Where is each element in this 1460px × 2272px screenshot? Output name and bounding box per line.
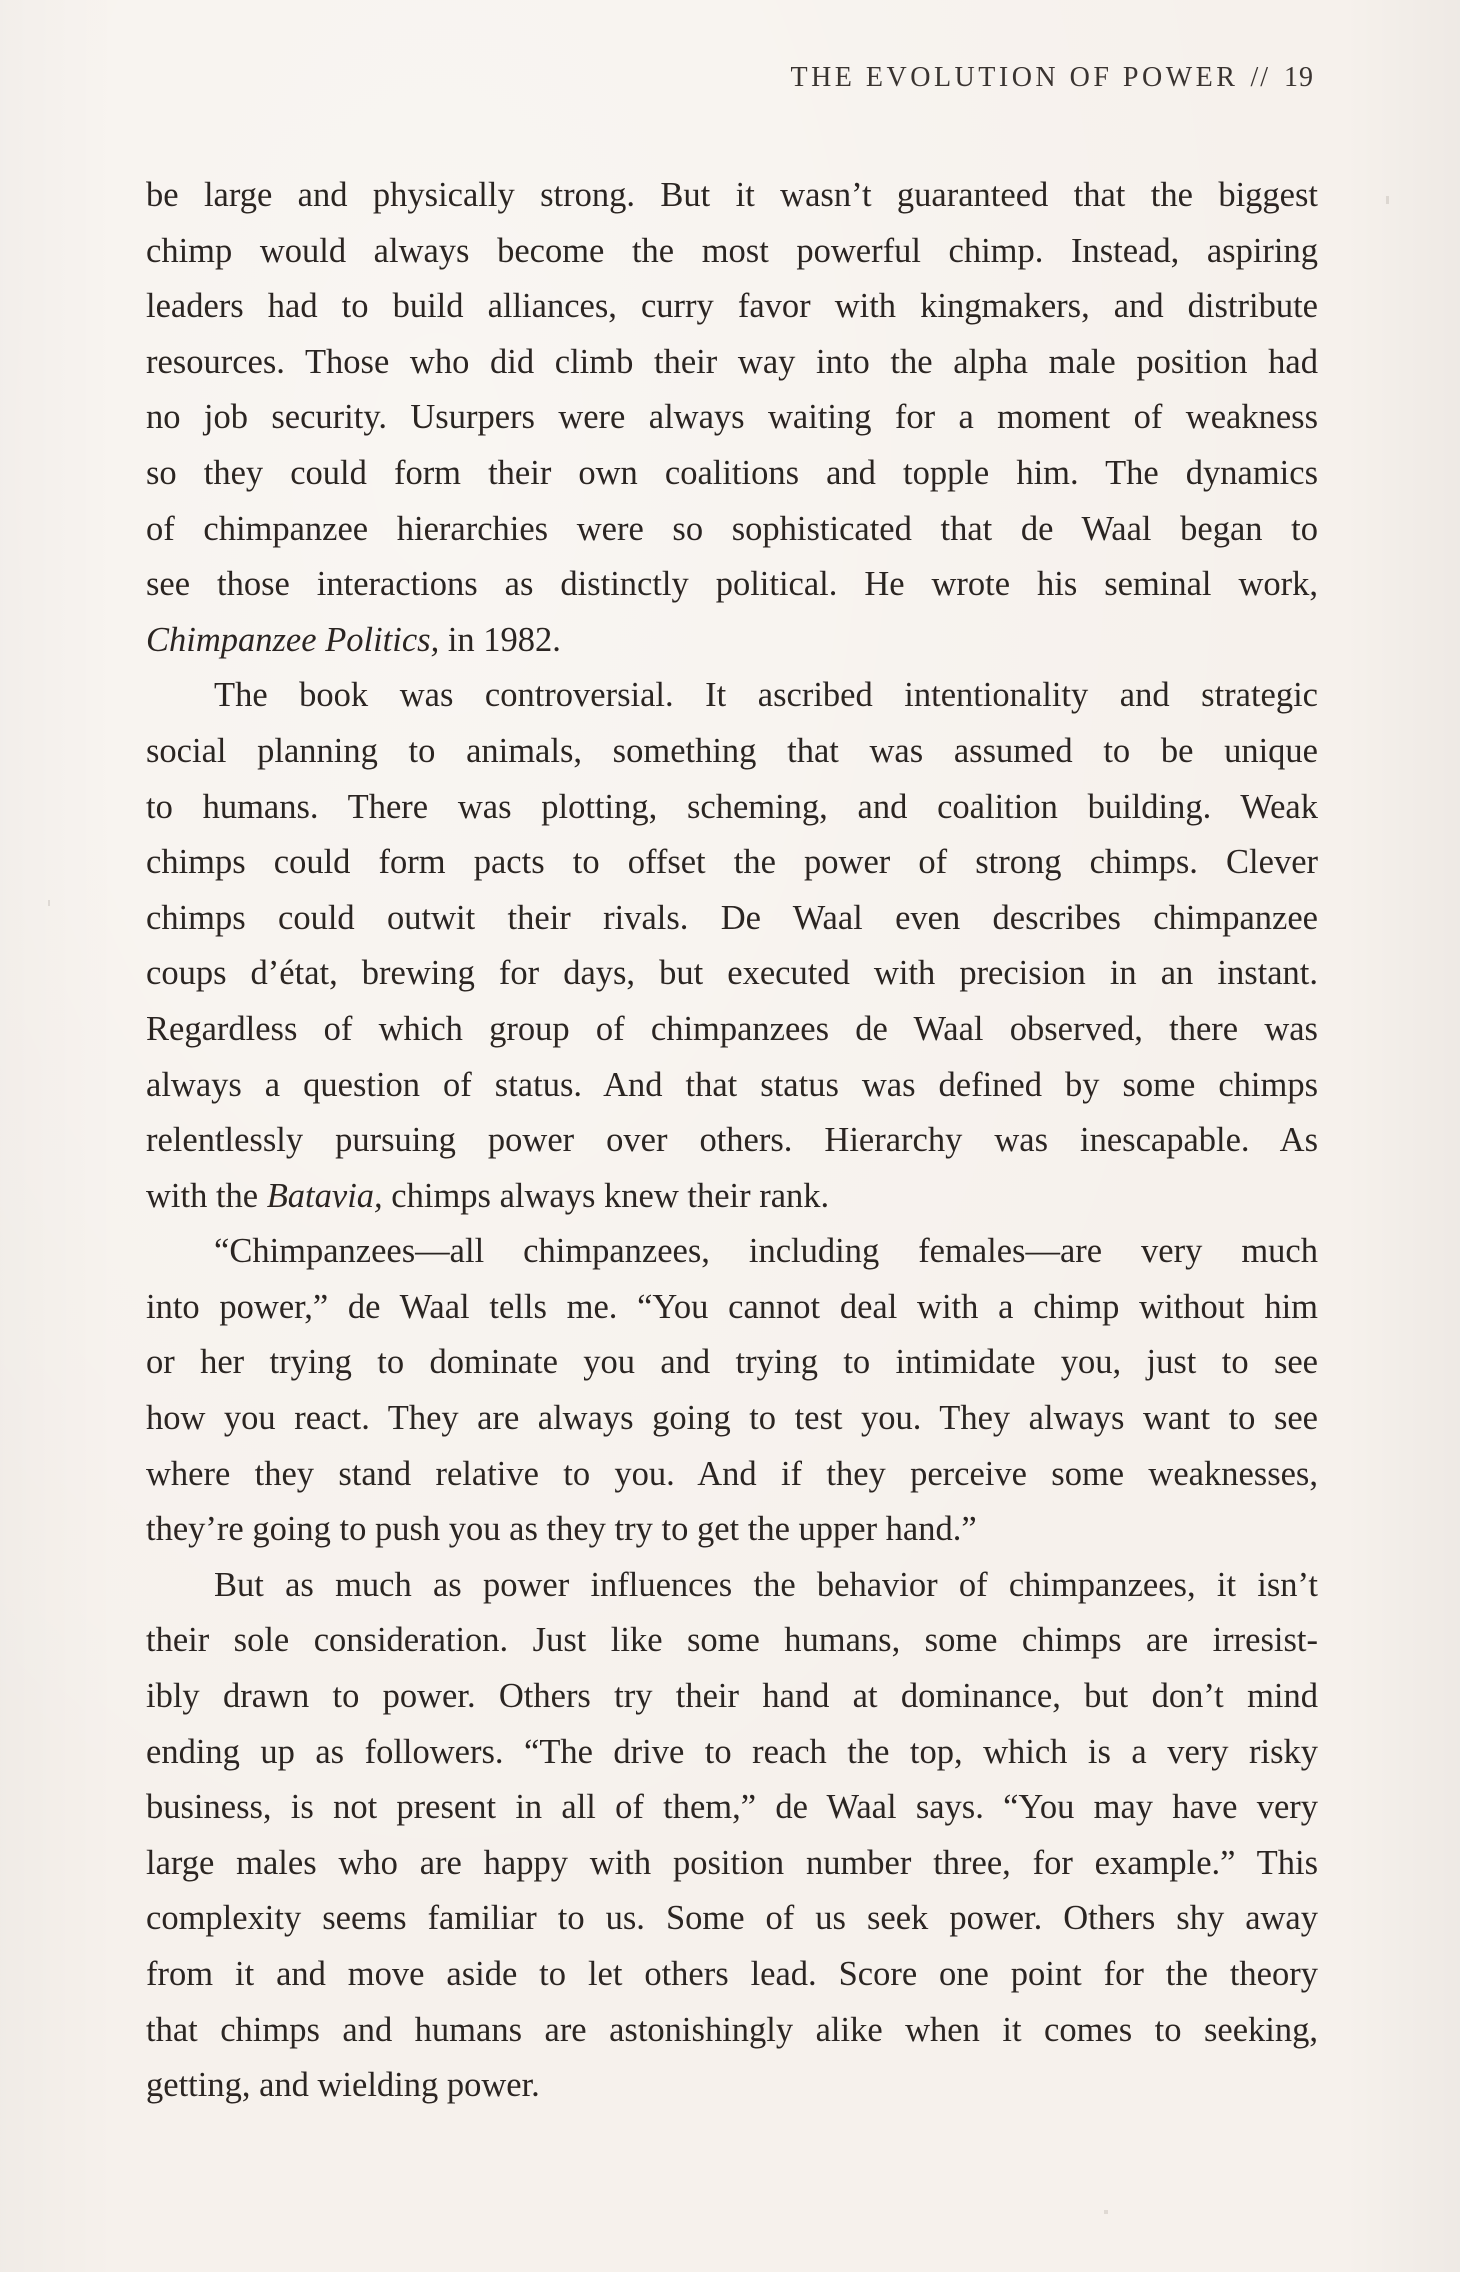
text-line: so they could form their own coalitions and topple him. The dynamics — [146, 453, 1318, 492]
text-line: how you react. They are always going to test you. They always want to see — [146, 1399, 1318, 1438]
text-line: where they stand relative to you. And if they perceive some weaknesses, — [146, 1454, 1318, 1493]
text-fragment: in 1982. — [439, 620, 561, 659]
text-line: into power,” de Waal tells me. “You cannot deal with a chimp without him — [146, 1287, 1318, 1326]
text-line: no job security. Usurpers were always waiting for a moment of weakness — [146, 398, 1318, 437]
text-line: relentlessly pursuing power over others. Hierarchy was inescapable. As — [146, 1121, 1318, 1160]
text-line: The book was controversial. It ascribed intentionality and strategic — [214, 676, 1318, 715]
text-line: social planning to animals, something that was assumed to be unique — [146, 731, 1318, 770]
running-head-title: THE EVOLUTION OF POWER — [790, 62, 1239, 93]
text-line: chimp would always become the most powerful chimp. Instead, aspiring — [146, 231, 1318, 270]
text-fragment: chimps always knew their rank. — [382, 1176, 830, 1215]
text-line: business, is not present in all of them,” de Waal says. “You may have very — [146, 1788, 1318, 1827]
text-line: ending up as followers. “The drive to reach the top, which is a very risky — [146, 1732, 1318, 1771]
text-line: resources. Those who did climb their way into the alpha male position had — [146, 342, 1318, 381]
text-line: see those interactions as distinctly political. He wrote his seminal work, — [146, 565, 1318, 604]
text-line: Regardless of which group of chimpanzees de Waal observed, there was — [146, 1009, 1318, 1048]
text-line: chimps could form pacts to offset the power of strong chimps. Clever — [146, 843, 1318, 882]
text-line: their sole consideration. Just like some humans, some chimps are irresist- — [146, 1621, 1318, 1660]
body-text — [146, 168, 1318, 2114]
text-line: from it and move aside to let others lead. Score one point for the theory — [146, 1955, 1318, 1993]
scan-speck — [1386, 196, 1389, 204]
running-head-separator: // — [1250, 62, 1270, 93]
text-line: complexity seems familiar to us. Some of us seek power. Others shy away — [146, 1899, 1318, 1938]
text-line: leaders had to build alliances, curry favor with kingmakers, and distribute — [146, 287, 1318, 326]
text-line — [146, 1169, 1318, 1225]
running-head — [790, 62, 1314, 94]
scan-speck — [48, 900, 50, 906]
text-line: always a question of status. And that status was defined by some chimps — [146, 1065, 1318, 1104]
book-title-italic: Chimpanzee Politics, — [146, 620, 440, 659]
text-fragment: with the — [146, 1176, 267, 1215]
scan-speck — [1104, 2210, 1108, 2214]
text-line: coups d’état, brewing for days, but executed with precision in an instant. — [146, 954, 1318, 993]
text-line: of chimpanzee hierarchies were so sophisticated that de Waal began to — [146, 509, 1318, 548]
text-line: getting, and wielding power. — [146, 2066, 540, 2105]
text-line: be large and physically strong. But it wasn’t guaranteed that the biggest — [146, 176, 1318, 214]
ship-name-italic: Batavia, — [266, 1176, 383, 1215]
text-line: chimps could outwit their rivals. De Waal even describes chimpanzee — [146, 898, 1318, 937]
text-line: that chimps and humans are astonishingly alike when it comes to seeking, — [146, 2010, 1318, 2049]
text-line: “Chimpanzees—all chimpanzees, including females—are very much — [214, 1232, 1318, 1271]
text-line: large males who are happy with position number three, for example.” This — [146, 1843, 1318, 1882]
text-line: But as much as power influences the behavior of chimpanzees, it isn’t — [214, 1565, 1318, 1604]
text-line: or her trying to dominate you and trying to intimidate you, just to see — [146, 1343, 1318, 1382]
text-line: to humans. There was plotting, scheming, and coalition building. Weak — [146, 787, 1318, 826]
page-number: 19 — [1284, 62, 1314, 93]
text-line — [146, 613, 1318, 669]
text-line: ibly drawn to power. Others try their hand at dominance, but don’t mind — [146, 1677, 1318, 1716]
text-line: they’re going to push you as they try to get the upper hand.” — [146, 1510, 977, 1549]
